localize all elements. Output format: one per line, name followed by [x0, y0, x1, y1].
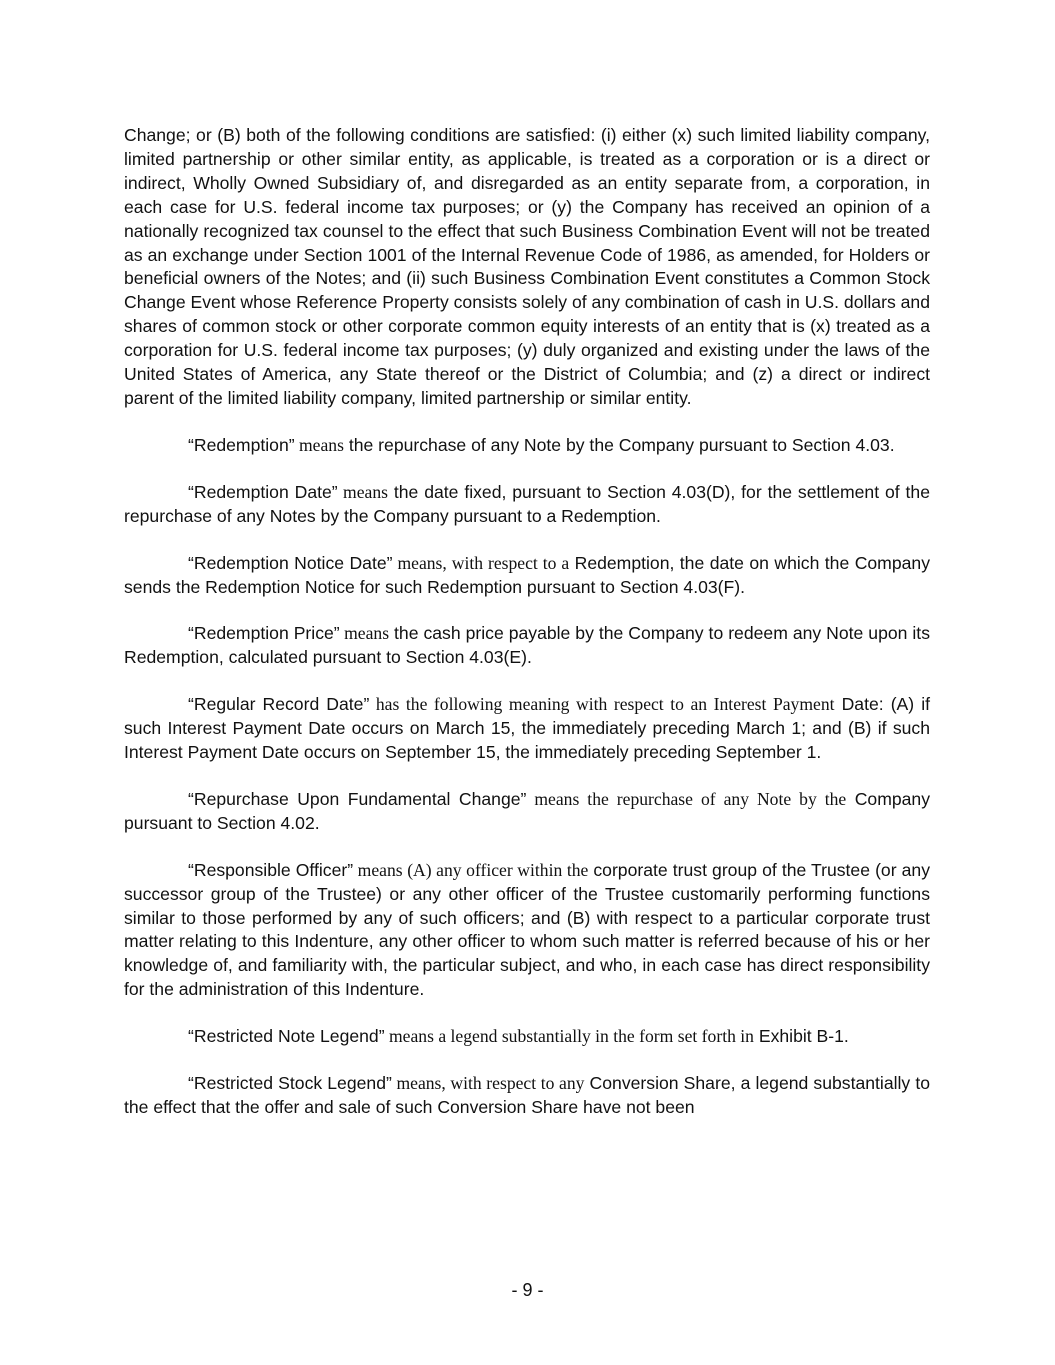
- definition-body: Company pursuant to Section 4.02.: [124, 788, 931, 833]
- definition-connector: means: [337, 481, 388, 502]
- definition-restricted-note-legend: [124, 1025, 930, 1049]
- definition-redemption: [124, 434, 930, 458]
- defined-term: “Responsible Officer”: [188, 859, 354, 880]
- defined-term: “Redemption Date”: [188, 481, 338, 502]
- definition-body: Redemption, the date on which the Company sends the Redemption Notice for such Redemption pursuant to Section 4.03(F).: [124, 552, 930, 597]
- definition-body: Exhibit B-1.: [753, 1026, 849, 1047]
- page-number: - 9 -: [511, 1280, 544, 1300]
- definition-restricted-stock-legend: [124, 1072, 930, 1120]
- defined-term: “Repurchase Upon Fundamental Change”: [188, 788, 527, 809]
- definition-connector: means (A) any officer within the: [353, 859, 589, 880]
- definition-connector: means: [339, 623, 390, 644]
- definition-redemption-notice-date: [124, 552, 930, 600]
- defined-term: “Restricted Stock Legend”: [188, 1073, 392, 1094]
- definition-connector: means, with respect to a: [392, 552, 570, 573]
- definition-responsible-officer: [124, 859, 930, 1002]
- definition-connector: means, with respect to any: [391, 1073, 585, 1094]
- defined-term: “Regular Record Date”: [188, 694, 370, 715]
- definition-body: corporate trust group of the Trustee (or any successor group of the Trustee) or any other officer of the Trustee customarily performing functions similar to those performed by any of such officers; and (B) with respect to a particular corporate trust matter relating to this Indenture, any other officer to whom such matter is referred because of his or her knowledge of, and familiarity with, the particular subject, and who, in each case has direct responsibility for the administration of this Indenture.: [124, 859, 930, 1000]
- continuation-paragraph: Change; or (B) both of the following conditions are satisfied: (i) either (x) such limited liability company, limited partnership or other similar entity, as applicable, is treated as a corporation or is a direct or indirect, Wholly Owned Subsidiary of, and disregarded as an entity separate from, a corporation, in each case for U.S. federal income tax purposes; or (y) the Company has received an opinion of a nationally recognized tax counsel to the effect that such Business Combination Event will not be treated as an exchange under Section 1001 of the Internal Revenue Code of 1986, as amended, for Holders or beneficial owners of the Notes; and (ii) such Business Combination Event constitutes a Common Stock Change Event whose Reference Property consists solely of any combination of cash in U.S. dollars and shares of common stock or other corporate common equity interests of an entity that is (x) treated as a corporation for U.S. federal income tax purposes; (y) duly organized and existing under the laws of the United States of America, any State thereof or the District of Columbia; and (z) a direct or indirect parent of the limited liability company, limited partnership or similar entity.: [124, 125, 930, 408]
- definition-body: the repurchase of any Note by the Company pursuant to Section 4.03.: [343, 434, 895, 455]
- definition-repurchase-upon-fundamental-change: [124, 788, 930, 836]
- defined-term: “Redemption Notice Date”: [188, 552, 393, 573]
- definition-regular-record-date: [124, 693, 930, 765]
- definition-body: Date: (A) if such Interest Payment Date occurs on March 15, the immediately preceding March 1; and (B) if such Interest Payment Date occurs on September 15, the immediately preceding September 1.: [124, 694, 930, 763]
- defined-term: “Redemption Price”: [188, 623, 340, 644]
- definition-connector: means a legend substantially in the form set forth in: [384, 1026, 754, 1047]
- definition-body: the date fixed, pursuant to Section 4.03(D), for the settlement of the repurchase of any Notes by the Company pursuant to a Redemption.: [124, 481, 930, 526]
- definition-body: the cash price payable by the Company to redeem any Note upon its Redemption, calculated pursuant to Section 4.03(E).: [124, 623, 930, 668]
- definition-connector: has the following meaning with respect to an Interest Payment: [369, 694, 835, 715]
- definition-redemption-price: [124, 622, 930, 670]
- defined-term: “Restricted Note Legend”: [188, 1026, 385, 1047]
- definition-connector: means the repurchase of any Note by the: [526, 788, 847, 809]
- definition-body: Conversion Share, a legend substantially to the effect that the offer and sale of such Conversion Share have not been: [124, 1073, 931, 1117]
- defined-term: “Redemption”: [188, 434, 295, 455]
- document-page: [124, 124, 930, 1120]
- definition-connector: means: [294, 434, 344, 455]
- definition-redemption-date: [124, 481, 930, 529]
